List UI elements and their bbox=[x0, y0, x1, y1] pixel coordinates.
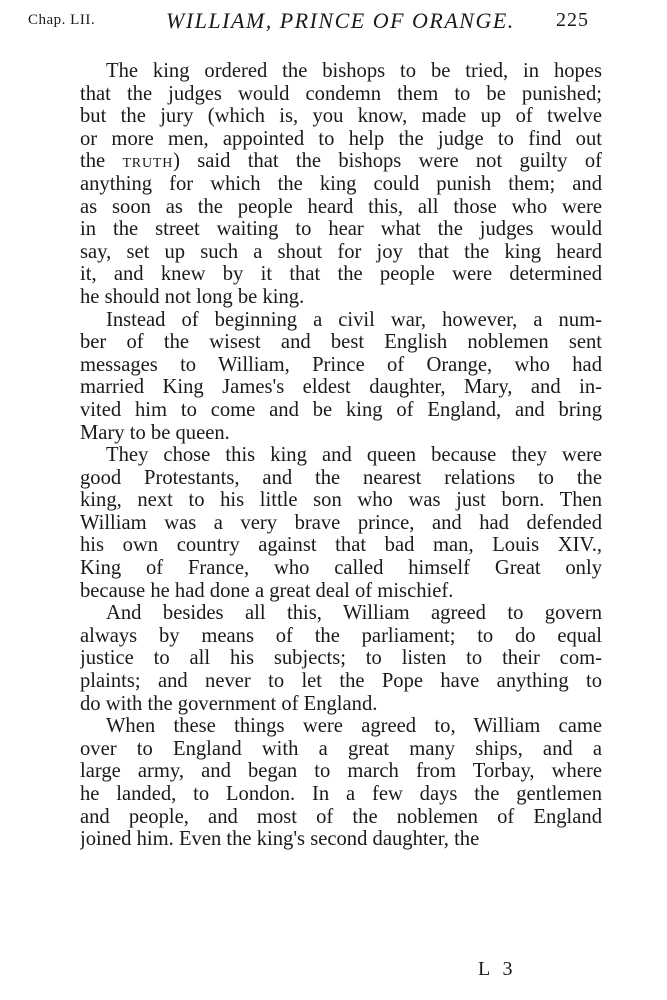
text-line: married King James's eldest daughter, Mary, and in- bbox=[80, 376, 602, 399]
text-line: King of France, who called himself Great only bbox=[80, 557, 602, 580]
text-line: Mary to be queen. bbox=[80, 421, 230, 444]
chapter-label: Chap. LII. bbox=[28, 12, 96, 28]
body-text bbox=[80, 60, 602, 851]
text-line: because he had done a great deal of mischief. bbox=[80, 579, 454, 602]
text-line: over to England with a great many ships, and a bbox=[80, 737, 602, 760]
text-line: it, and knew by it that the people were determined bbox=[80, 263, 602, 286]
text-line: his own country against that bad man, Louis XIV., bbox=[80, 534, 602, 557]
smallcaps-word: TRUTH bbox=[122, 156, 174, 172]
text-line: he should not long be king. bbox=[80, 285, 305, 308]
text-line: They chose this king and queen because they were bbox=[106, 444, 602, 467]
text-line: and people, and most of the noblemen of England bbox=[80, 805, 602, 828]
text-line: William was a very brave prince, and had defended bbox=[80, 511, 602, 534]
text-line: or more men, appointed to help the judge to find out bbox=[80, 127, 602, 150]
paragraph bbox=[80, 60, 602, 309]
paragraph bbox=[80, 602, 602, 715]
text-line: plaints; and never to let the Pope have anything to bbox=[80, 670, 602, 693]
text-line: that the judges would condemn them to be punished; bbox=[80, 82, 602, 105]
page-number: 225 bbox=[556, 9, 589, 31]
text-line: anything for which the king could punish them; and bbox=[80, 172, 602, 195]
text-line: The king ordered the bishops to be tried, in hopes bbox=[106, 60, 602, 82]
paragraph bbox=[80, 309, 602, 445]
text-line: When these things were agreed to, William came bbox=[106, 715, 602, 738]
paragraph bbox=[80, 715, 602, 851]
text-run: ) said that the bishops were not guilty of bbox=[173, 150, 602, 173]
text-line: Instead of beginning a civil war, however, a num- bbox=[106, 308, 602, 331]
text-line: but the jury (which is, you know, made up of twelve bbox=[80, 105, 602, 128]
text-run: the bbox=[80, 150, 123, 173]
text-line: say, set up such a shout for joy that the king heard bbox=[80, 240, 602, 263]
text-line: king, next to his little son who was just born. Then bbox=[80, 489, 602, 512]
text-line: vited him to come and be king of England, and bring bbox=[80, 398, 602, 421]
text-line: as soon as the people heard this, all those who were bbox=[80, 195, 602, 218]
running-head bbox=[28, 8, 589, 38]
text-line: he landed, to London. In a few days the gentlemen bbox=[80, 783, 602, 805]
text-line: And besides all this, William agreed to govern bbox=[106, 602, 602, 625]
text-line: joined him. Even the king's second daughter, the bbox=[80, 828, 480, 851]
text-line bbox=[80, 150, 602, 173]
text-line: in the street waiting to hear what the judges would bbox=[80, 218, 602, 241]
running-title: WILLIAM, PRINCE OF ORANGE. bbox=[166, 8, 515, 33]
text-line: good Protestants, and the nearest relations to the bbox=[80, 466, 602, 489]
text-line: large army, and began to march from Torbay, where bbox=[80, 760, 602, 783]
text-line: justice to all his subjects; to listen to their com- bbox=[80, 647, 602, 670]
paragraph bbox=[80, 444, 602, 602]
text-line: always by means of the parliament; to do equal bbox=[80, 624, 602, 647]
text-line: ber of the wisest and best English noblemen sent bbox=[80, 331, 602, 354]
text-line: do with the government of England. bbox=[80, 692, 378, 715]
text-line: messages to William, Prince of Orange, who had bbox=[80, 353, 602, 376]
signature-mark: L 3 bbox=[478, 958, 517, 980]
